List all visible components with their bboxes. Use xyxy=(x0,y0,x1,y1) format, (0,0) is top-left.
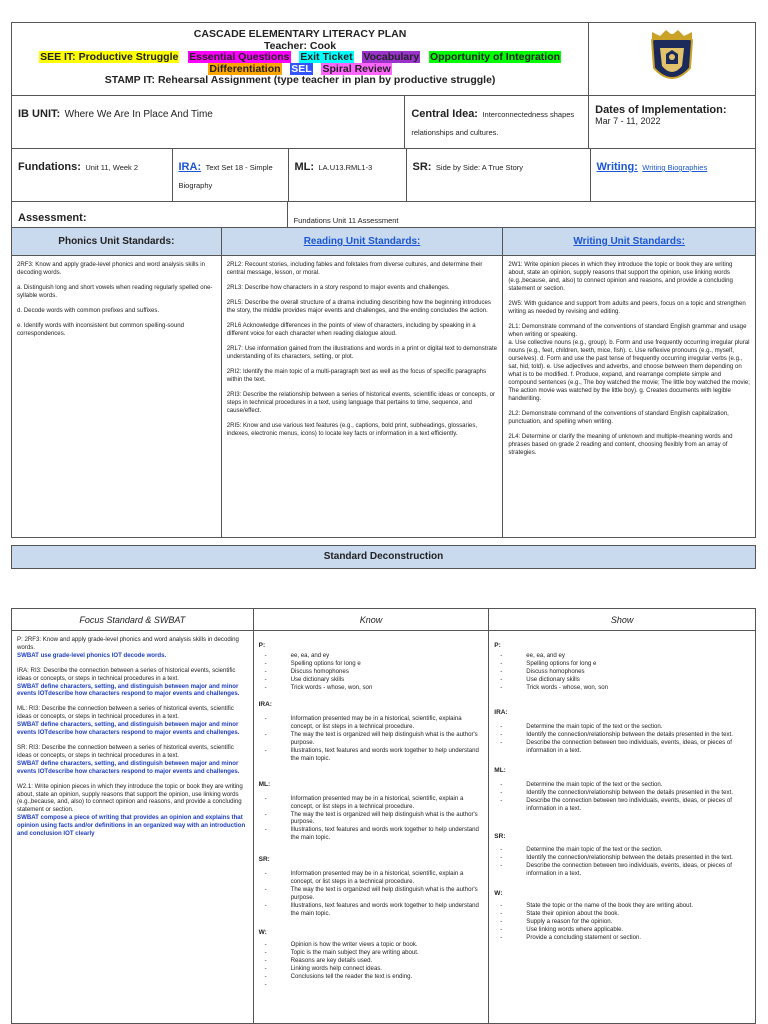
show-ml-list xyxy=(494,781,750,813)
list-item: - State the topic or the name of the book they are writing about. xyxy=(496,902,750,910)
list-item: - Trick words - whose, won, son xyxy=(261,684,484,692)
reading-standard: 2RI5: Know and use various text features (e.g., captions, bold print, subheadings, glossaries, indexes, electronic menus, icons) to locate key facts or information in a text efficiently. xyxy=(226,422,478,437)
list-item: - Use dictionary skills xyxy=(496,676,750,684)
show-header: Show xyxy=(489,609,756,631)
swbat: SWBAT use grade-level phonics IOT decode words. xyxy=(17,651,167,659)
show-p-label: P: xyxy=(494,642,501,649)
writing-standard: 2W1: Write opinion pieces in which they introduce the topic or book they are writing about, state an opinion, supply reasons that support the opinion, use linking words (e.g.,because, and, also) to connect opinion and reasons, and provide a concluding statement or section. xyxy=(508,261,733,292)
list-item: - Reasons are key details used. xyxy=(261,957,484,965)
writing-value[interactable]: Writing Biographies xyxy=(642,163,708,172)
phonics-standard: a. Distinguish long and short vowels when reading regularly spelled one-syllable words. xyxy=(17,284,213,299)
focus-item xyxy=(17,744,248,776)
list-item: - Use linking words where applicable. xyxy=(496,926,750,934)
dates-value: Mar 7 - 11, 2022 xyxy=(595,116,661,126)
list-item: - ee, ea, and ey xyxy=(261,652,484,660)
know-sr-label: SR: xyxy=(258,856,270,864)
reading-standard: 2RL3: Describe how characters in a story respond to major events and challenges. xyxy=(226,284,450,291)
writing-link[interactable]: Writing: xyxy=(596,161,638,173)
central-idea-value: Interconnectedness shapes relationships and cultures. xyxy=(411,110,575,137)
ml-cell xyxy=(288,149,406,201)
list-item: - The way the text is organized will help distinguish what is the author's purpose. xyxy=(261,731,484,747)
show-ml-label: ML: xyxy=(494,766,506,774)
show-w-label: W: xyxy=(494,890,503,898)
title-cell xyxy=(12,23,589,96)
writing-standard: 2L4: Determine or clarify the meaning of unknown and multiple-meaning words and phrases based on grade 2 reading and content, choosing flexibly from an array of strategies. xyxy=(508,433,733,456)
assessment-label: Assessment: xyxy=(18,212,87,224)
show-w-list xyxy=(494,902,750,942)
focus-text: IRA: RI3: Describe the connection between a series of historical events, scientific ideas or concepts, or steps in technical procedures in a text. xyxy=(17,666,236,682)
reading-standards-header[interactable]: Reading Unit Standards: xyxy=(221,228,503,256)
list-item: - Illustrations, text features and words work together to help understand the main topic. xyxy=(261,826,484,842)
list-item: - Illustrations, text features and words work together to help understand the main topic. xyxy=(261,747,484,763)
plan-header xyxy=(11,22,756,237)
list-item: - Provide a concluding statement or section. xyxy=(496,934,750,942)
reading-standard: 2RL2: Recount stories, including fables and folktales from diverse cultures, and determine their central message, lesson, or moral. xyxy=(226,261,483,276)
fundations-value: Unit 11, Week 2 xyxy=(85,163,139,172)
sr-value: Side by Side: A True Story xyxy=(435,163,524,172)
focus-text: W2.1: Write opinion pieces in which they introduce the topic or book they are writing about, state an opinion, supply reasons that support the opinion, use linking words (e.g.,because, and, also) to connect opinion and reasons, and provide a concluding statement or section. xyxy=(17,782,243,814)
sr-label: SR: xyxy=(412,161,432,173)
list-item: - Describe the connection between two individuals, events, ideas, or pieces of information in a text. xyxy=(496,797,750,813)
legend-opportunity: Opportunity of Integration xyxy=(429,51,561,63)
list-item: - Conclusions tell the reader the text is ending. xyxy=(261,973,484,981)
reading-standard: 2RL6 Acknowledge differences in the points of view of characters, including by speaking in a different voice for each character when reading dialogue aloud. xyxy=(226,322,476,337)
legend-essential-questions: Essential Questions xyxy=(189,51,290,63)
list-item: - Spelling options for long e xyxy=(496,660,750,668)
deconstruction-table xyxy=(11,608,756,1024)
writing-standards-list xyxy=(503,256,756,538)
dates-cell xyxy=(589,96,756,149)
list-item: - Identify the connection/relationship between the details presented in the text. xyxy=(496,789,750,797)
phonics-standard: 2RF3: Know and apply grade-level phonics and word analysis skills in decoding words. xyxy=(17,261,205,276)
show-ira-label: IRA: xyxy=(494,709,508,717)
legend-differentiation: Differentiation xyxy=(209,62,281,75)
resources-row xyxy=(12,149,756,202)
focus-item xyxy=(17,636,248,660)
list-item: - Linking words help connect ideas. xyxy=(261,965,484,973)
list-item: - Opinion is how the writer views a topic or book. xyxy=(261,941,484,949)
assessment-value: Fundations Unit 11 Assessment xyxy=(293,216,399,225)
know-p-label: P: xyxy=(258,642,266,649)
ira-value: Text Set 18 - Simple Biography xyxy=(178,163,273,190)
swbat: SWBAT define characters, setting, and distinguish between major and minor events IOTdescribe how characters respond to major events and challenges. xyxy=(17,682,240,698)
list-item: - The way the text is organized will help distinguish what is the author's purpose. xyxy=(261,811,484,827)
know-column xyxy=(253,631,489,1024)
focus-item xyxy=(17,667,248,699)
ml-label: ML: xyxy=(294,161,315,173)
legend-see-it: SEE IT: Productive Struggle xyxy=(40,51,179,63)
focus-text: SR: RI3: Describe the connection between a series of historical events, scientific ideas or concepts, or steps in technical procedures in a text. xyxy=(17,743,234,759)
show-p-list xyxy=(494,652,750,692)
legend-vocabulary: Vocabulary xyxy=(363,51,420,63)
focus-text: P: 2RF3: Know and apply grade-level phonics and word analysis skills in decoding words. xyxy=(17,636,239,651)
swbat: SWBAT define characters, setting, and distinguish between major and minor events IOTdescribe how characters respond to major events and challenges. xyxy=(17,721,240,737)
show-sr-list xyxy=(494,846,750,878)
list-item: - Describe the connection between two individuals, events, ideas, or pieces of information in a text. xyxy=(496,862,750,878)
school-title: CASCADE ELEMENTARY LITERACY PLAN xyxy=(193,28,407,40)
list-item: - Information presented may be in a historical, scientific, explaina concept, or list steps in a technical procedure. xyxy=(261,715,484,731)
list-item: - The way the text is organized will help distinguish what is the author's purpose. xyxy=(261,886,484,902)
ib-unit-value: Where We Are In Place And Time xyxy=(64,109,213,120)
phonics-standard: e. Identify words with inconsistent but common spelling-sound correspondences. xyxy=(17,322,184,337)
crest-cell xyxy=(589,23,756,96)
know-ira-label: IRA: xyxy=(258,701,272,709)
know-ira-list xyxy=(259,715,484,762)
writing-standard: a. Use collective nouns (e.g., group). b. Form and use frequently occurring irregular plural nouns (e.g., feet, children, teeth, mice, fish). c. Use reflexive pronouns (e.g., myself, ourselves). d. Form and use the past tense of frequently occurring irregular verbs (e.g., sat, hid, told). e. Use adjectives and adverbs, and choose between them depending on what is to be modified. f. Produce, expand, and rearrange complete simple and compound sentences (e.g., The boy watched the movie; The little boy watched the movie; The action movie was watched by the little boy). g. Creates documents with legible handwriting. xyxy=(508,339,750,402)
focus-text: ML: RI3: Describe the connection between a series of historical events, scientific ideas or concepts, or steps in technical procedures in a text. xyxy=(17,705,234,721)
know-p-list xyxy=(259,652,484,692)
list-item: - Information presented may be in a historical, scientific, explain a concept, or list steps in a technical procedure. xyxy=(261,795,484,811)
writing-standards-header[interactable]: Writing Unit Standards: xyxy=(503,228,756,256)
swbat: SWBAT define characters, setting, and distinguish between major and minor events IOTdescribe how characters respond to major events and challenges. xyxy=(17,759,240,775)
show-ira-list xyxy=(494,723,750,755)
list-item: - Trick words - whose, won, son xyxy=(496,684,750,692)
focus-item xyxy=(17,783,248,838)
list-item: - Determine the main topic of the text or the section. xyxy=(496,846,750,854)
ira-cell xyxy=(172,149,288,201)
list-item: - Identify the connection/relationship between the details presented in the text. xyxy=(496,731,750,739)
reading-standards-list xyxy=(221,256,503,538)
writing-cell xyxy=(590,149,755,201)
know-ml-label: ML: xyxy=(258,780,271,788)
list-item: - Use dictionary skills xyxy=(261,676,484,684)
know-header: Know xyxy=(253,609,489,631)
list-item: - Information presented may be in a historical, scientific, explain a concept, or list steps in a technical procedure. xyxy=(261,870,484,886)
teacher-name: Teacher: Cook xyxy=(263,39,337,52)
ib-unit-label: IB UNIT: xyxy=(18,108,61,120)
swbat: SWBAT compose a piece of writing that provides an opinion and explains that opinion using facts and/or definitions in an organized way with an introduction and conclusion IOT clearly xyxy=(17,814,246,838)
show-sr-label: SR: xyxy=(494,832,506,840)
fundations-cell xyxy=(12,149,172,201)
central-idea-label: Central Idea: xyxy=(411,108,478,120)
show-column xyxy=(489,631,756,1024)
reading-standard: 2RL5: Describe the overall structure of a drama including describing how the beginning introduces the story, the middle provides major events and challenges, and the ending concludes the action. xyxy=(226,299,491,314)
list-item: - Identify the connection/relationship between the details presented in the text. xyxy=(496,854,750,862)
school-crest-icon xyxy=(642,26,702,92)
reading-standard: 2RI2: Identify the main topic of a multi-paragraph text as well as the focus of specific paragraphs within the text. xyxy=(226,368,487,383)
resources-table xyxy=(12,149,755,201)
fundations-label: Fundations: xyxy=(18,161,81,173)
focus-item xyxy=(17,705,248,737)
phonics-standards-list xyxy=(12,256,222,538)
ib-unit-cell xyxy=(12,96,405,149)
writing-standard: 2L1: Demonstrate command of the conventions of standard English grammar and usage when writing or speaking. xyxy=(508,323,747,338)
know-w-label: W: xyxy=(258,929,267,937)
list-item: - ee, ea, and ey xyxy=(496,652,750,660)
list-item: - Determine the main topic of the text or the section. xyxy=(496,723,750,731)
list-item: - State their opinion about the book. xyxy=(496,910,750,918)
writing-standard: 2W5: With guidance and support from adults and peers, focus on a topic and strengthen writing as needed by revising and editing. xyxy=(508,300,746,315)
standard-deconstruction-header: Standard Deconstruction xyxy=(11,545,756,569)
writing-standard: 2L2: Demonstrate command of the conventions of standard English capitalization, punctuation, and spelling when writing. xyxy=(508,410,729,425)
legend xyxy=(12,52,588,64)
phonics-standards-header: Phonics Unit Standards: xyxy=(12,228,222,256)
ml-value: LA.U13.RML1-3 xyxy=(318,163,373,172)
know-ml-list xyxy=(259,795,484,842)
ira-link[interactable]: IRA: xyxy=(178,161,202,173)
phonics-standard: d. Decode words with common prefixes and suffixes. xyxy=(17,307,160,314)
focus-standards xyxy=(12,631,254,1024)
legend-spiral: Spiral Review xyxy=(322,62,391,75)
dates-label: Dates of Implementation: xyxy=(595,104,727,116)
sr-cell xyxy=(406,149,590,201)
list-item: - Spelling options for long e xyxy=(261,660,484,668)
know-sr-list xyxy=(259,870,484,917)
legend-exit-ticket: Exit Ticket xyxy=(300,51,353,63)
list-item: - Determine the main topic of the text or the section. xyxy=(496,781,750,789)
unit-standards-table xyxy=(11,227,756,538)
stamp-it: STAMP IT: Rehearsal Assignment (type teacher in plan by productive struggle) xyxy=(104,74,496,86)
reading-standard: 2RL7: Use information gained from the illustrations and words in a print or digital text to demonstrate understanding of its characters, setting, or plot. xyxy=(226,345,498,360)
reading-standard: 2RI3: Describe the relationship between a series of historical events, scientific ideas or concepts, or steps in technical procedures in a text, using language that pertains to time, sequence, and cause/effect. xyxy=(226,391,495,414)
list-item: - Discuss homophones xyxy=(261,668,484,676)
list-item: - Supply a reason for the opinion. xyxy=(496,918,750,926)
list-item: - Topic is the main subject they are writing about. xyxy=(261,949,484,957)
legend-sel: SEL xyxy=(291,62,312,75)
know-w-list xyxy=(259,941,484,981)
focus-standard-header: Focus Standard & SWBAT xyxy=(12,609,254,631)
list-item: - Discuss homophones xyxy=(496,668,750,676)
central-idea-cell xyxy=(405,96,589,149)
list-item: - Describe the connection between two individuals, events, ideas, or pieces of information in a text. xyxy=(496,739,750,755)
list-item: - Illustrations, text features and words work together to help understand the main topic. xyxy=(261,902,484,918)
